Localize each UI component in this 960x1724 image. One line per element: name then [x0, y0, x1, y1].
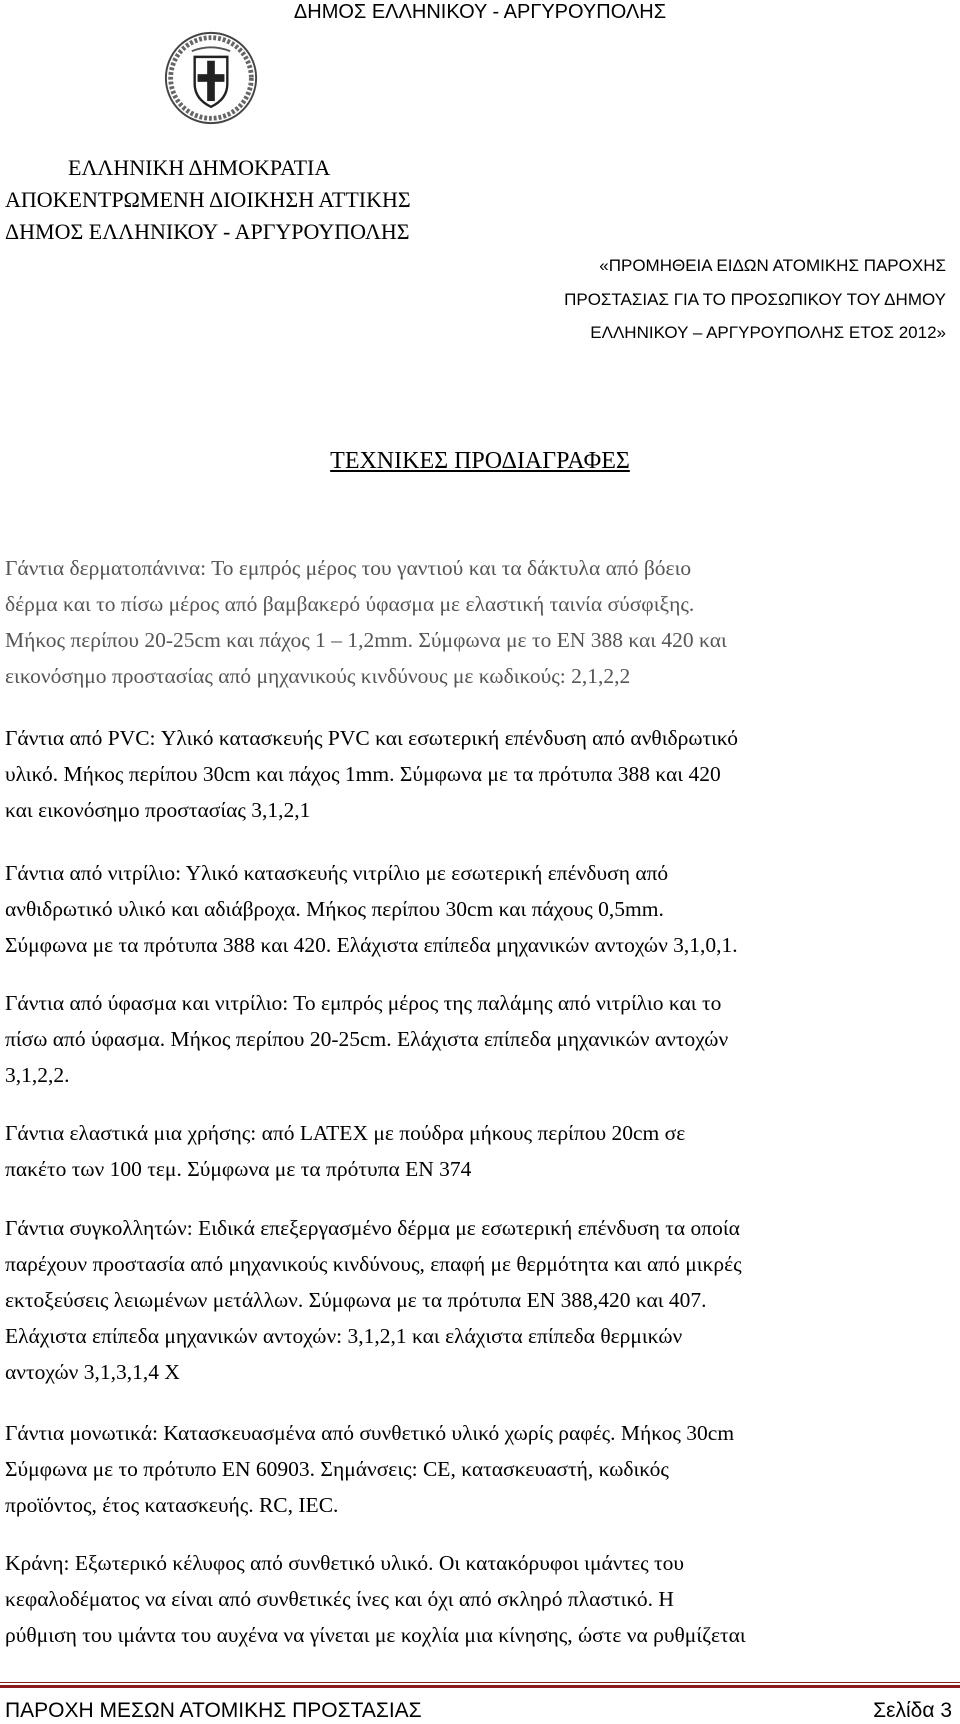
- page-header-title: ΔΗΜΟΣ ΕΛΛΗΝΙΚΟΥ - ΑΡΓΥΡΟΥΠΟΛΗΣ: [293, 1, 667, 23]
- paragraph-line: 3,1,2,2.: [5, 1063, 70, 1087]
- paragraph-line: Μήκος περίπου 20-25cm και πάχος 1 – 1,2mm. Σύμφωνα με το EN 388 και 420 και: [5, 628, 727, 652]
- paragraph-line: προϊόντος, έτος κατασκευής. RC, IEC.: [5, 1493, 339, 1517]
- paragraph-line: Γάντια από ύφασμα και νιτρίλιο: Το εμπρός μέρος της παλάμης από νιτρίλιο και το: [5, 991, 722, 1015]
- page-number: Σελίδα 3: [873, 1699, 952, 1722]
- footer-title: ΠΑΡΟΧΗ ΜΕΣΩΝ ΑΤΟΜΙΚΗΣ ΠΡΟΣΤΑΣΙΑΣ: [5, 1699, 422, 1722]
- paragraph-latex-gloves: [5, 1115, 955, 1187]
- paragraph-line: Γάντια συγκολλητών: Ειδικά επεξεργασμένο δέρμα με εσωτερική επένδυση τα οποία: [5, 1216, 740, 1240]
- paragraph-line: Ελάχιστα επίπεδα μηχανικών αντοχών: 3,1,2,1 και ελάχιστα επίπεδα θερμικών: [5, 1324, 683, 1348]
- project-title-line: ΠΡΟΣΤΑΣΙΑΣ ΓΙΑ ΤΟ ΠΡΟΣΩΠΙΚΟΥ ΤΟΥ ΔΗΜΟΥ: [564, 290, 946, 309]
- paragraph-line: εκτοξεύσεις λειωμένων μετάλλων. Σύμφωνα με τα πρότυπα EN 388,420 και 407.: [5, 1288, 707, 1312]
- paragraph-welder-gloves: [5, 1210, 955, 1390]
- paragraph-pvc-gloves: [5, 720, 955, 828]
- paragraph-line: εικονόσημο προστασίας από μηχανικούς κινδύνους με κωδικούς: 2,1,2,2: [5, 664, 631, 688]
- paragraph-line: αντοχών 3,1,3,1,4 X: [5, 1360, 180, 1384]
- footer-divider: [0, 1682, 960, 1683]
- paragraph-line: Γάντια ελαστικά μια χρήσης: από LATEX με πούδρα μήκους περίπου 20cm σε: [5, 1121, 686, 1145]
- paragraph-line: Σύμφωνα με τα πρότυπα 388 και 420. Ελάχιστα επίπεδα μηχανικών αντοχών 3,1,0,1.: [5, 933, 738, 957]
- paragraph-helmets: [5, 1545, 955, 1653]
- paragraph-nitrile-gloves: [5, 855, 955, 963]
- section-title: ΤΕΧΝΙΚΕΣ ΠΡΟΔΙΑΓΡΑΦΕΣ: [330, 448, 630, 474]
- paragraph-insulating-gloves: [5, 1415, 955, 1523]
- paragraph-line: πακέτο των 100 τεμ. Σύμφωνα με τα πρότυπα EN 374: [5, 1157, 472, 1181]
- paragraph-line: ρύθμιση του ιμάντα του αυχένα να γίνεται με κοχλία μια κίνησης, ώστε να ρυθμίζεται: [5, 1623, 746, 1647]
- project-title-line: ΕΛΛΗΝΙΚΟΥ – ΑΡΓΥΡΟΥΠΟΛΗΣ ΕΤΟΣ 2012»: [590, 323, 946, 342]
- paragraph-line: και εικονόσημο προστασίας 3,1,2,1: [5, 798, 311, 822]
- paragraph-leather-gloves: [5, 550, 955, 694]
- paragraph-line: Γάντια από νιτρίλιο: Υλικό κατασκευής νιτρίλιο με εσωτερική επένδυση από: [5, 861, 669, 885]
- paragraph-line: Γάντια από PVC: Υλικό κατασκευής PVC και εσωτερική επένδυση από ανθιδρωτικό: [5, 726, 739, 750]
- paragraph-line: πίσω από ύφασμα. Μήκος περίπου 20-25cm. Ελάχιστα επίπεδα μηχανικών αντοχών: [5, 1027, 729, 1051]
- paragraph-line: παρέχουν προστασία από μηχανικούς κινδύνους, επαφή με θερμότητα και από μικρές: [5, 1252, 742, 1276]
- paragraph-line: Κράνη: Εξωτερικό κέλυφος από συνθετικό υλικό. Οι κατακόρυφοι ιμάντες του: [5, 1551, 685, 1575]
- paragraph-line: ανθιδρωτικό υλικό και αδιάβροχα. Μήκος περίπου 30cm και πάχους 0,5mm.: [5, 897, 664, 921]
- paragraph-line: κεφαλοδέματος να είναι από συνθετικές ίνες και όχι από σκληρό πλαστικό. Η: [5, 1587, 674, 1611]
- greek-coat-of-arms-icon: [163, 30, 259, 126]
- letterhead-line: ΕΛΛΗΝΙΚΗ ΔΗΜΟΚΡΑΤΙΑ: [68, 155, 331, 180]
- letterhead-line: ΑΠΟΚΕΝΤΡΩΜΕΝΗ ΔΙΟΙΚΗΣΗ ΑΤΤΙΚΗΣ: [5, 187, 411, 212]
- paragraph-line: Γάντια μονωτικά: Κατασκευασμένα από συνθετικό υλικό χωρίς ραφές. Μήκος 30cm: [5, 1421, 735, 1445]
- paragraph-line: Γάντια δερματοπάνινα: Το εμπρός μέρος του γαντιού και τα δάκτυλα από βόειο: [5, 556, 692, 580]
- letterhead-line: ΔΗΜΟΣ ΕΛΛΗΝΙΚΟΥ - ΑΡΓΥΡΟΥΠΟΛΗΣ: [5, 219, 410, 244]
- paragraph-line: υλικό. Μήκος περίπου 30cm και πάχος 1mm. Σύμφωνα με τα πρότυπα 388 και 420: [5, 762, 721, 786]
- paragraph-fabric-nitrile-gloves: [5, 985, 955, 1093]
- project-title-line: «ΠΡΟΜΗΘΕΙΑ ΕΙΔΩΝ ΑΤΟΜΙΚΗΣ ΠΑΡΟΧΗΣ: [599, 256, 946, 275]
- paragraph-line: δέρμα και το πίσω μέρος από βαμβακερό ύφασμα με ελαστική ταινία σύσφιξης.: [5, 592, 695, 616]
- paragraph-line: Σύμφωνα με το πρότυπο EN 60903. Σημάνσεις: CE, κατασκευαστή, κωδικός: [5, 1457, 669, 1481]
- footer-divider: [0, 1685, 960, 1688]
